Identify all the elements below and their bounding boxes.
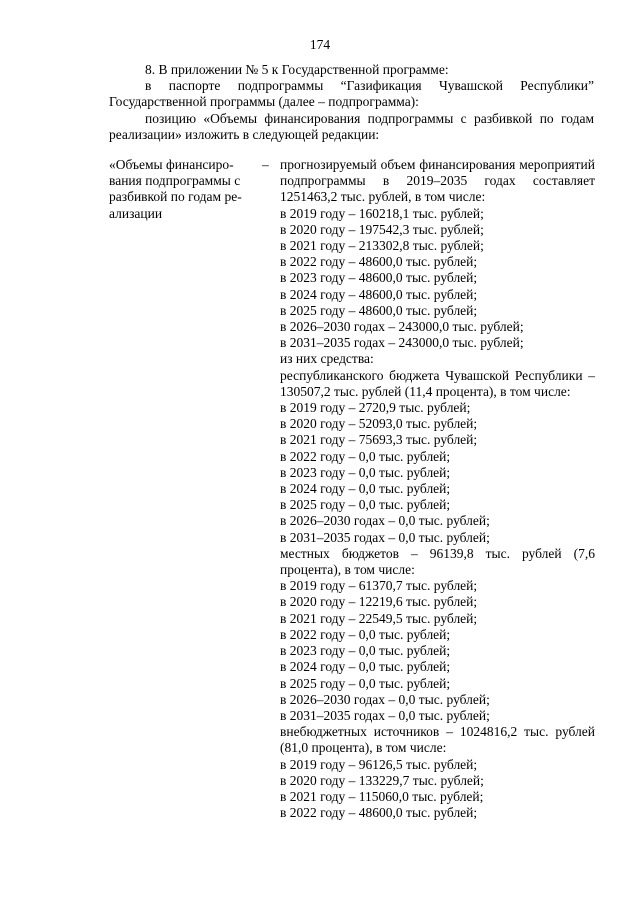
position-label-word-1: «Объемы: [109, 157, 163, 172]
local-budget-paragraph: местных бюджетов – 96139,8 тыс. рублей (7,6 процента), в том числе:: [280, 545, 595, 578]
position-label-line-3: разбивкой по годам ре-: [109, 189, 242, 205]
total-year-row: в 2020 году – 197542,3 тыс. рублей;: [280, 221, 484, 237]
local-year-row: в 2019 году – 61370,7 тыс. рублей;: [280, 578, 478, 594]
extra-year-row: в 2020 году – 133229,7 тыс. рублей;: [280, 772, 484, 788]
of-them-label: из них средства:: [280, 351, 374, 367]
extra-budgetary-paragraph: внебюджетных источников – 1024816,2 тыс. рублей (81,0 процента), в том числе:: [280, 724, 595, 756]
intro-block: [109, 62, 594, 143]
total-years-list: [280, 206, 595, 352]
republic-year-row: в 2031–2035 годах – 0,0 тыс. рублей;: [280, 529, 490, 545]
local-year-row: в 2026–2030 годах – 0,0 тыс. рублей;: [280, 691, 490, 707]
total-year-row: в 2019 году – 160218,1 тыс. рублей;: [280, 205, 484, 221]
extra-year-row: в 2019 году – 96126,5 тыс. рублей;: [280, 756, 478, 772]
position-separator-dash: –: [262, 157, 269, 172]
total-year-row: в 2026–2030 годах – 243000,0 тыс. рублей;: [280, 319, 524, 335]
local-year-row: в 2023 году – 0,0 тыс. рублей;: [280, 643, 451, 659]
position-label-line-1: [109, 157, 271, 173]
local-year-row: в 2021 году – 22549,5 тыс. рублей;: [280, 610, 478, 626]
position-label-word-2: финансиро-: [166, 157, 234, 172]
total-year-row: в 2023 году – 48600,0 тыс. рублей;: [280, 270, 478, 286]
extra-year-row: в 2022 году – 48600,0 тыс. рублей;: [280, 805, 478, 821]
local-year-row: в 2024 году – 0,0 тыс. рублей;: [280, 659, 451, 675]
intro-item-heading: 8. В приложении № 5 к Государственной программе:: [145, 62, 449, 77]
total-financing-paragraph: прогнозируемый объем финансирования мероприятий подпрограммы в 2019–2035 годах составляет 1251463,2 тыс. рублей, в том числе:: [280, 157, 595, 205]
intro-position-paragraph: позицию «Объемы финансирования подпрограммы с разбивкой по годам реализации» изложить в следующей редакции:: [109, 110, 594, 142]
local-year-row: в 2022 году – 0,0 тыс. рублей;: [280, 626, 451, 642]
republic-year-row: в 2019 году – 2720,9 тыс. рублей;: [280, 400, 471, 416]
total-year-row: в 2024 году – 48600,0 тыс. рублей;: [280, 286, 478, 302]
republic-years-list: [280, 400, 595, 546]
total-year-row: в 2021 году – 213302,8 тыс. рублей;: [280, 238, 484, 254]
financing-details-column: [280, 157, 595, 821]
total-year-row: в 2022 году – 48600,0 тыс. рублей;: [280, 254, 478, 270]
local-year-row: в 2025 году – 0,0 тыс. рублей;: [280, 675, 451, 691]
local-year-row: в 2031–2035 годах – 0,0 тыс. рублей;: [280, 707, 490, 723]
republic-year-row: в 2026–2030 годах – 0,0 тыс. рублей;: [280, 513, 490, 529]
intro-passport-paragraph: в паспорте подпрограммы “Газификация Чувашской Республики” Государственной программы (далее – подпрограмма):: [109, 78, 594, 110]
total-year-row: в 2031–2035 годах – 243000,0 тыс. рублей;: [280, 335, 524, 351]
republic-budget-paragraph: республиканского бюджета Чувашской Республики – 130507,2 тыс. рублей (11,4 процента), в том числе:: [280, 367, 595, 399]
republic-year-row: в 2025 году – 0,0 тыс. рублей;: [280, 497, 451, 513]
republic-year-row: в 2024 году – 0,0 тыс. рублей;: [280, 481, 451, 497]
position-label-column: [109, 157, 271, 222]
page-number: 174: [309, 37, 331, 52]
extra-year-row: в 2021 году – 115060,0 тыс. рублей;: [280, 788, 484, 804]
republic-year-row: в 2020 году – 52093,0 тыс. рублей;: [280, 416, 478, 432]
republic-year-row: в 2023 году – 0,0 тыс. рублей;: [280, 464, 451, 480]
position-label-line-4: ализации: [109, 205, 163, 221]
extra-years-list: [280, 757, 595, 822]
local-years-list: [280, 578, 595, 724]
total-year-row: в 2025 году – 48600,0 тыс. рублей;: [280, 302, 478, 318]
republic-year-row: в 2022 году – 0,0 тыс. рублей;: [280, 448, 451, 464]
local-year-row: в 2020 году – 12219,6 тыс. рублей;: [280, 594, 478, 610]
position-label-line-2: вания подпрограммы с: [109, 173, 241, 189]
republic-year-row: в 2021 году – 75693,3 тыс. рублей;: [280, 432, 478, 448]
